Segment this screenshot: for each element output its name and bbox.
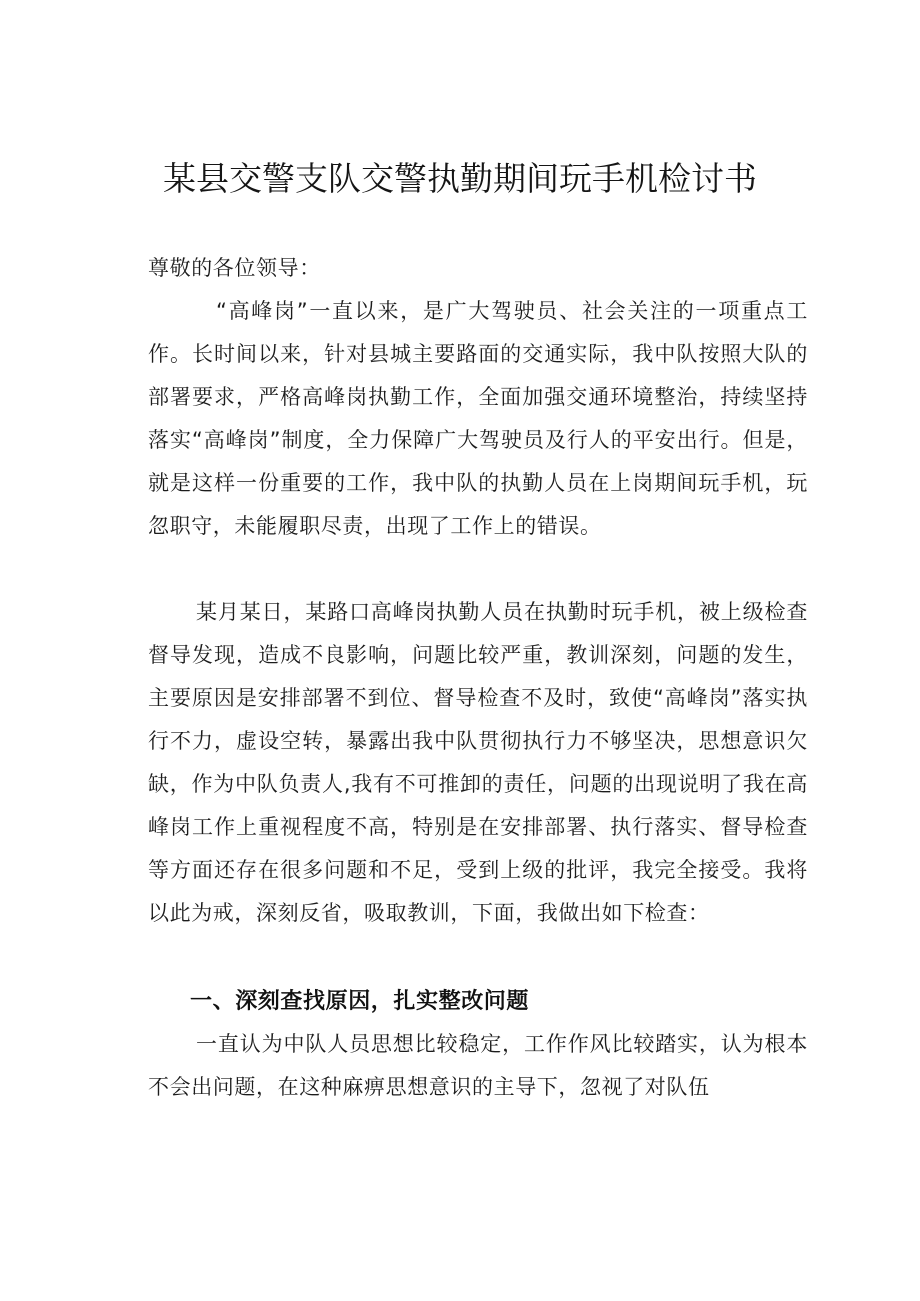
document-title: 某县交警支队交警执勤期间玩手机检讨书 <box>163 159 757 198</box>
paragraph-3: 一直认为中队人员思想比较稳定，工作作风比较踏实，认为根本不会出问题，在这种麻痹思想意识的主导下，忽视了对队伍 <box>148 1032 808 1099</box>
salutation: 尊敬的各位领导： <box>148 256 321 280</box>
paragraph-1: “高峰岗”一直以来，是广大驾驶员、社会关注的一项重点工作。长时间以来，针对县城主要路面的交通实际，我中队按照大队的部署要求，严格高峰岗执勤工作，全面加强交通环境整治，持续坚持落实“高峰岗”制度，全力保障广大驾驶员及行人的平安出行。但是，就是这样一份重要的工作，我中队的执勤人员在上岗期间玩手机，玩忽职守，未能履职尽责，出现了工作上的错误。 <box>148 299 808 538</box>
section-heading: 一、深刻查找原因，扎实整改问题 <box>190 989 530 1014</box>
paragraph-2: 某月某日，某路口高峰岗执勤人员在执勤时玩手机，被上级检查督导发现，造成不良影响，问题比较严重，教训深刻，问题的发生，主要原因是安排部署不到位、督导检查不及时，致使“高峰岗”落实执行不力，虚设空转，暴露出我中队贯彻执行力不够坚决，思想意识欠缺，作为中队负责人,我有不可推卸的责任，问题的出现说明了我在高峰岗工作上重视程度不高，特别是在安排部署、执行落实、督导检查等方面还存在很多问题和不足，受到上级的批评，我完全接受。我将以此为戒，深刻反省，吸取教训，下面，我做出如下检查： <box>148 600 808 925</box>
